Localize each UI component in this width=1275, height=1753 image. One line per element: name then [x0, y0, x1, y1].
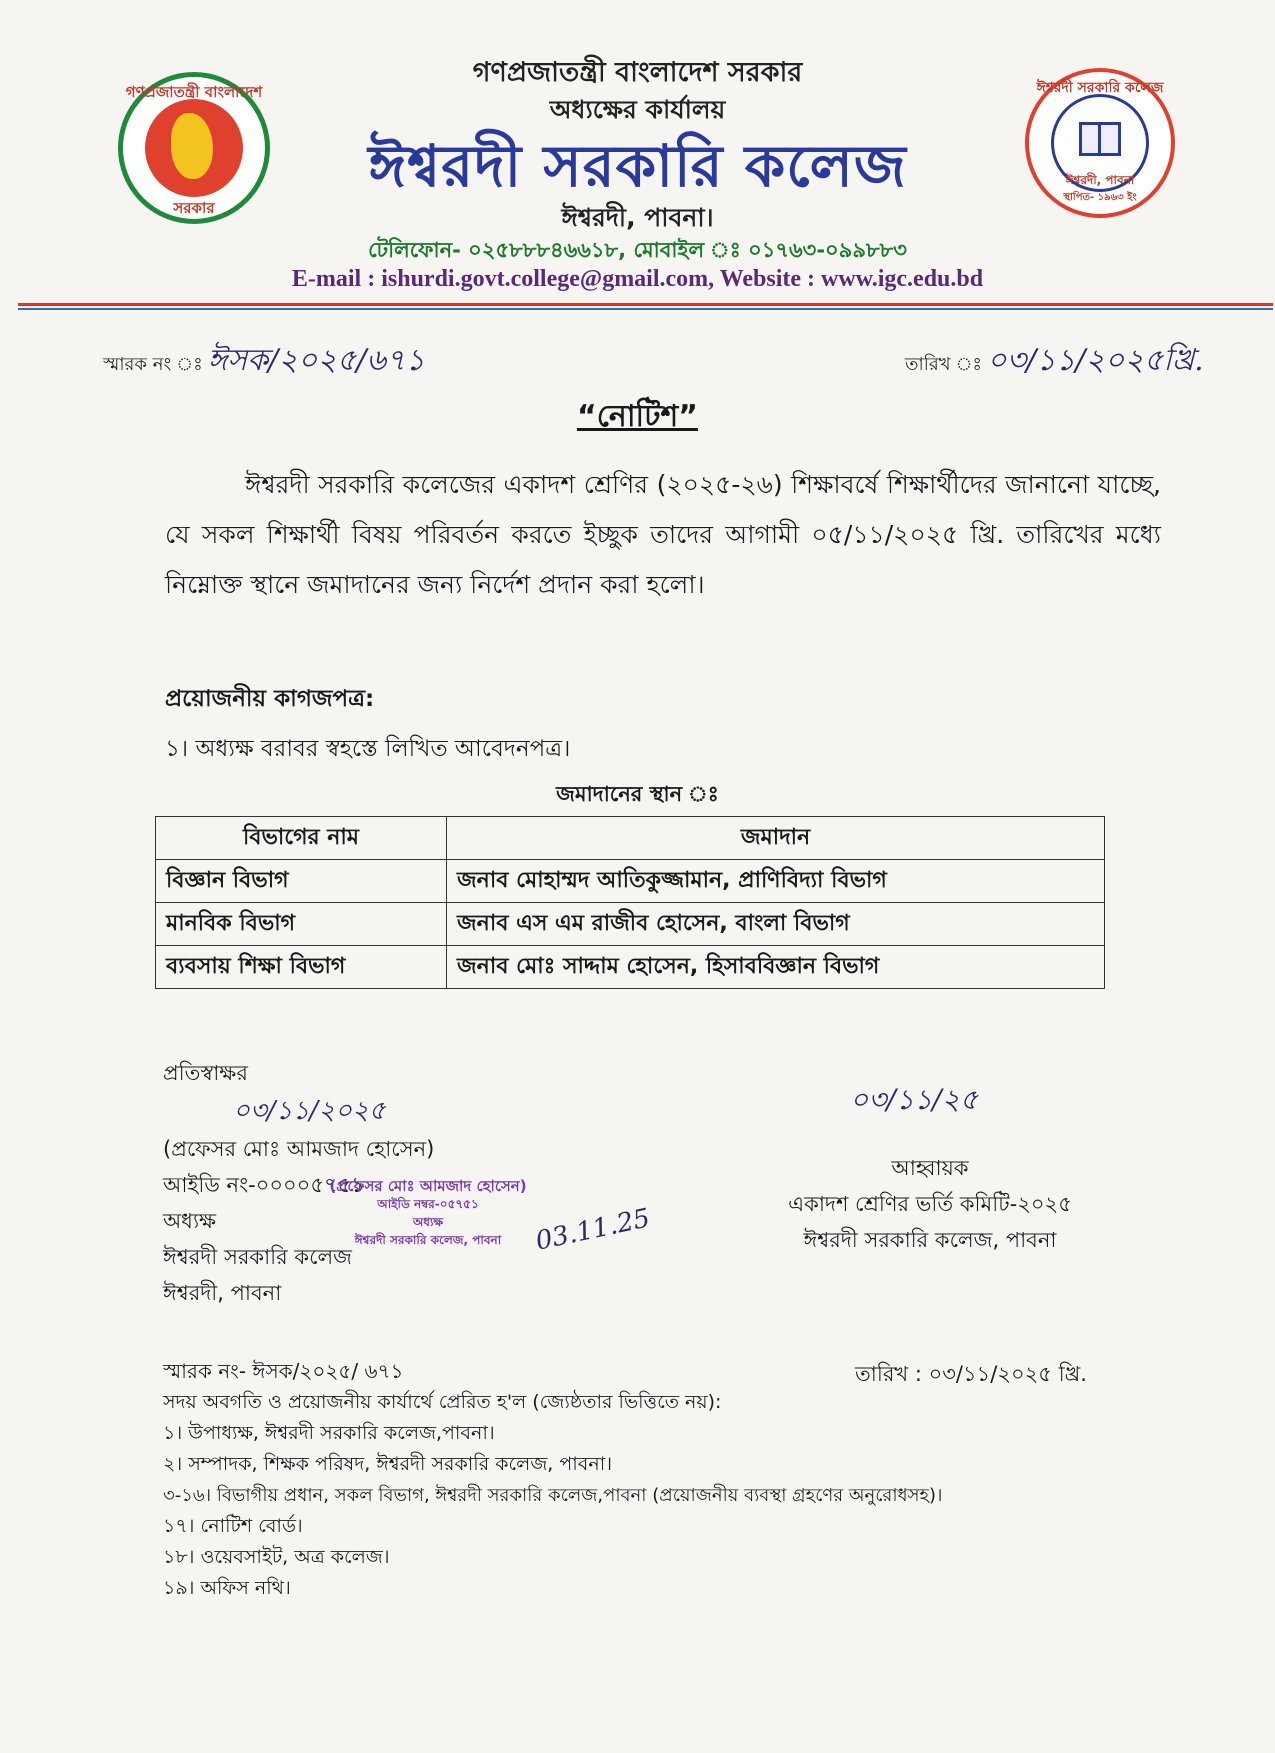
email-website-line: E-mail : ishurdi.govt.college@gmail.com, Website : www.igc.edu.bd [291, 266, 984, 292]
table-row [156, 860, 1105, 903]
principal-id: আইডি নং-০০০০৫৭৫১ [163, 1173, 365, 1197]
college-title: ঈশ্বরদী সরকারি কলেজ [368, 132, 907, 200]
notice-title: “নোটিশ” [577, 399, 698, 434]
table-cell: ব্যবসায় শিক্ষা বিভাগ [156, 946, 447, 989]
phone-line: টেলিফোন- ০২৫৮৮৮৪৬৬১৮, মোবাইল ঃ ০১৭৬৩-০৯৯৮৮৩ [368, 238, 907, 262]
stamp-title: অধ্যক্ষ [412, 1215, 444, 1229]
college-emblem-text-bottom: ঈশ্বরদী, পাবনা [1065, 173, 1135, 187]
stamp-name: (প্রফেসর মোঃ আমজাদ হোসেন) [329, 1177, 527, 1195]
table-cell: বিজ্ঞান বিভাগ [156, 860, 447, 903]
required-docs-heading: প্রয়োজনীয় কাগজপত্র: [165, 686, 375, 712]
stamp-handwritten-note: 03.11.25 [533, 1203, 653, 1257]
list-item: ১। উপাধ্যক্ষ, ঈশ্বরদী সরকারি কলেজ,পাবনা। [163, 1422, 495, 1444]
required-docs-item: ১। অধ্যক্ষ বরাবর স্বহস্তে লিখিত আবেদনপত্র। [165, 736, 571, 762]
gov-emblem-text-bottom: সরকার [173, 199, 215, 217]
memo-date-label: তারিখ ঃ [905, 354, 983, 375]
convener-signature-block [760, 1150, 1100, 1258]
list-item: ১৭। নোটিশ বোর্ড। [163, 1515, 303, 1537]
table-row [156, 903, 1105, 946]
distribution-date: তারিখ : ০৩/১১/২০২৫ খ্রি. [855, 1362, 1087, 1386]
table-cell: জনাব মোঃ সাদ্দাম হোসেন, হিসাববিজ্ঞান বিভাগ [447, 946, 1105, 989]
convener-handwritten-date: ০৩/১১/২৫ [850, 1083, 978, 1116]
submission-place-heading: জমাদানের স্থান ঃ [556, 782, 719, 806]
college-emblem-est: স্থাপিত- ১৯৬৩ ইং [1063, 192, 1137, 203]
memo-ref [103, 336, 425, 387]
table-cell: জনাব মোহাম্মদ আতিকুজ্জামান, প্রাণিবিদ্যা বিভাগ [447, 860, 1105, 903]
college-emblem-text-top: ঈশ্বরদী সরকারি কলেজ [1036, 80, 1164, 96]
table-header-cell: বিভাগের নাম [156, 817, 447, 860]
countersign-label: প্রতিস্বাক্ষর [163, 1061, 248, 1085]
list-item: ১৮। ওয়েবসাইট, অত্র কলেজ। [163, 1546, 390, 1568]
table-cell: জনাব এস এম রাজীব হোসেন, বাংলা বিভাগ [447, 903, 1105, 946]
distribution-intro: সদয় অবগতি ও প্রয়োজনীয় কার্যার্থে প্রেরিত হ'ল (জ্যেষ্ঠতার ভিত্তিতে নয়): [163, 1391, 722, 1413]
table-header-cell: জমাদান [447, 817, 1105, 860]
principal-stamp [318, 1177, 538, 1249]
government-line: গণপ্রজাতন্ত্রী বাংলাদেশ সরকার [472, 57, 803, 88]
table-cell: মানবিক বিভাগ [156, 903, 447, 946]
office-line: অধ্যক্ষের কার্যালয় [549, 95, 726, 124]
gov-emblem-text-top: গণপ্রজাতন্ত্রী বাংলাদেশ [125, 83, 263, 101]
notice-body: ঈশ্বরদী সরকারি কলেজের একাদশ শ্রেণির (২০২৫-২৬) শিক্ষাবর্ষে শিক্ষার্থীদের জানানো যাচ্ছে, যে সকল শিক্ষার্থী বিষয় পরিবর্তন করতে ইচ্ছুক তাদের আগামী ০৫/১১/২০২৫ খ্রি. তারিখের মধ্যে নিম্নোক্ত স্থানে জমাদানের জন্য নির্দেশ প্রদান করা হলো। [165, 470, 1161, 599]
principal-place: ঈশ্বরদী, পাবনা [163, 1281, 282, 1305]
convener-org: ঈশ্বরদী সরকারি কলেজ, পাবনা [803, 1228, 1057, 1252]
principal-org: ঈশ্বরদী সরকারি কলেজ [163, 1245, 352, 1269]
stamp-id: আইডি নম্বর-০৫৭৫১ [377, 1197, 479, 1211]
distribution-block [163, 1356, 1123, 1604]
list-item: ৩-১৬। বিভাগীয় প্রধান, সকল বিভাগ, ঈশ্বরদী সরকারি কলেজ,পাবনা (প্রয়োজনীয় ব্যবস্থা গ্রহণের অনুরোধসহ)। [163, 1485, 943, 1506]
convener-committee: একাদশ শ্রেণির ভর্তি কমিটি-২০২৫ [788, 1192, 1072, 1216]
header-divider-red [18, 303, 1273, 306]
memo-ref-label: স্মারক নং ঃ [103, 354, 203, 375]
convener-role: আহ্বায়ক [891, 1156, 969, 1180]
memo-date-handwritten: ০৩/১১/২০২৫খ্রি. [987, 343, 1204, 378]
stamp-org: ঈশ্বরদী সরকারি কলেজ, পাবনা [354, 1233, 502, 1247]
table-header-row [156, 817, 1105, 860]
table-row [156, 946, 1105, 989]
principal-designation: অধ্যক্ষ [163, 1209, 217, 1233]
principal-name: (প্রফেসর মোঃ আমজাদ হোসেন) [163, 1137, 435, 1161]
distribution-ref: স্মারক নং- ঈসক/২০২৫/ ৬৭১ [163, 1359, 404, 1383]
list-item: ২। সম্পাদক, শিক্ষক পরিষদ, ঈশ্বরদী সরকারি কলেজ, পাবনা। [163, 1453, 613, 1475]
location-line: ঈশ্বরদী, পাবনা। [561, 203, 714, 232]
memo-ref-handwritten: ঈসক/২০২৫/৬৭১ [207, 343, 425, 378]
list-item: ১৯। অফিস নথি। [163, 1577, 291, 1599]
principal-handwritten-date: ০৩/১১/২০২৫ [233, 1096, 386, 1126]
header-divider-blue [18, 308, 1273, 310]
submission-table [155, 816, 1105, 989]
memo-date [905, 336, 1204, 387]
